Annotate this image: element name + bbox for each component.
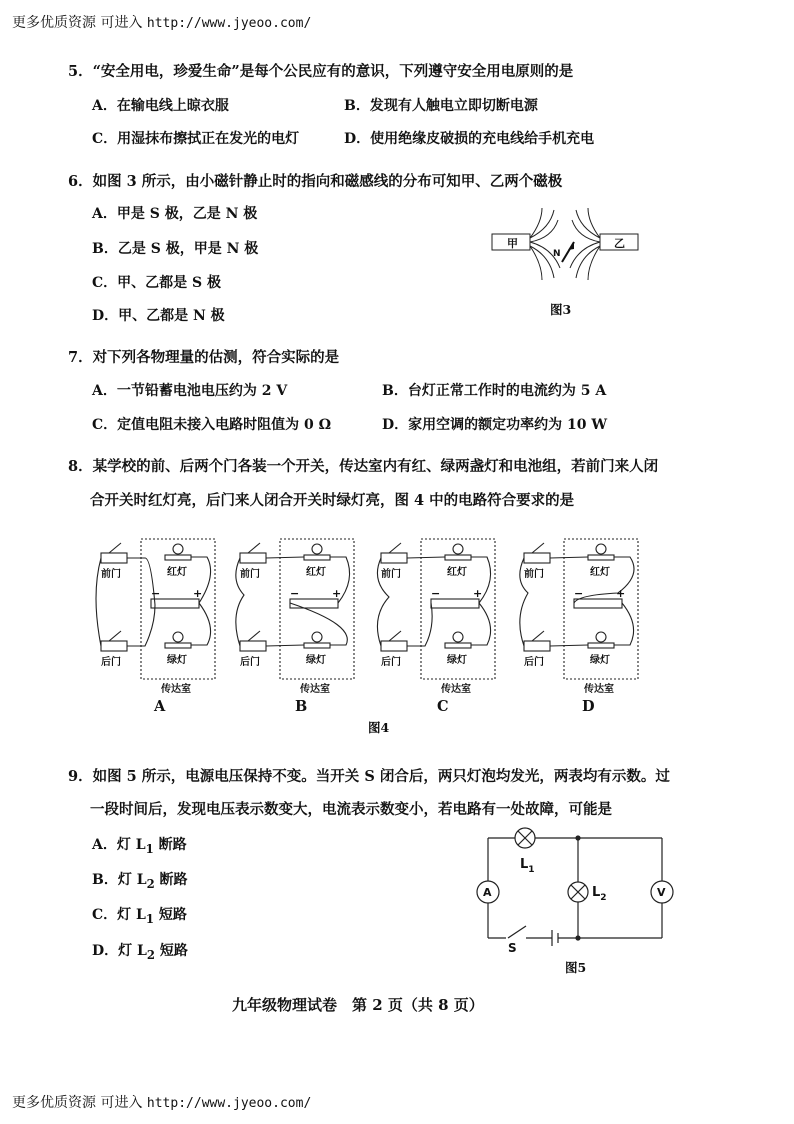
question-8-stem-line-2: 合开关时红灯亮，后门来人闭合开关时绿灯亮，图 4 中的电路符合要求的是	[90, 492, 575, 509]
figure-3-magnets	[490, 208, 640, 280]
question-7-option-b: B．台灯正常工作时的电流约为 5 A	[382, 383, 607, 399]
green-lamp-label: 绿灯	[306, 655, 326, 666]
figure-4-panel-b	[234, 535, 364, 695]
green-lamp-label: 绿灯	[447, 655, 467, 666]
figure-4-label-d: D	[582, 698, 595, 715]
battery-plus: +	[332, 587, 342, 600]
question-7-option-a: A．一节铅蓄电池电压约为 2 V	[92, 383, 288, 399]
question-5-option-b: B．发现有人触电立即切断电源	[344, 98, 538, 114]
battery-minus: −	[290, 587, 300, 600]
battery-minus: −	[431, 587, 441, 600]
battery-plus: +	[193, 587, 203, 600]
lamp-2-label: $L_2$	[592, 885, 607, 903]
figure-4-caption: 图4	[368, 720, 390, 735]
back-door-label: 后门	[524, 657, 544, 668]
site-banner-bottom	[12, 1092, 311, 1112]
ammeter-icon: A	[483, 886, 492, 899]
question-7-option-d: D．家用空调的额定功率约为 10 W	[382, 417, 608, 433]
figure-4-panel-d	[518, 535, 648, 695]
question-6-option-d: D．甲、乙都是 N 极	[92, 308, 225, 324]
battery-minus: −	[574, 587, 584, 600]
voltmeter-icon: V	[657, 886, 666, 899]
question-8-stem-line-1: 8．某学校的前、后两个门各装一个开关，传达室内有红、绿两盏灯和电池组，若前门来人闭	[68, 458, 659, 475]
site-banner-link[interactable]: http://www.jyeoo.com/	[146, 16, 312, 31]
figure-4-panel-c	[375, 535, 505, 695]
question-5-option-a: A．在输电线上晾衣服	[92, 98, 229, 114]
front-door-label: 前门	[381, 569, 401, 580]
question-9-option-d: D．灯 $L_2$ 短路	[92, 943, 188, 962]
room-label: 传达室	[161, 684, 191, 695]
battery-plus: +	[616, 587, 626, 600]
lamp-1-label: $L_1$	[520, 857, 535, 875]
question-9-stem-line-1: 9．如图 5 所示，电源电压保持不变。当开关 S 闭合后，两只灯泡均发光，两表均有示数。过	[68, 768, 670, 785]
red-lamp-label: 红灯	[167, 567, 187, 578]
site-banner-top	[12, 12, 311, 32]
switch-label: S	[508, 941, 517, 955]
figure-4-label-a: A	[154, 698, 166, 715]
room-label: 传达室	[584, 684, 614, 695]
figure-3-left-label: 甲	[507, 237, 518, 250]
back-door-label: 后门	[240, 657, 260, 668]
question-9-option-a: A．灯 $L_1$ 断路	[92, 837, 187, 856]
question-5-option-d: D．使用绝缘皮破损的充电线给手机充电	[344, 131, 595, 147]
green-lamp-label: 绿灯	[167, 655, 187, 666]
site-banner-text: 更多优质资源 可进入	[12, 15, 143, 31]
figure-3-needle-label: N	[553, 249, 561, 259]
question-9-stem-line-2: 一段时间后，发现电压表示数变大，电流表示数变小，若电路有一处故障，可能是	[90, 801, 612, 818]
figure-3-caption: 图3	[550, 302, 572, 317]
figure-5-caption: 图5	[565, 960, 587, 975]
page-footer: 九年级物理试卷 第 2 页（共 8 页）	[232, 996, 484, 1014]
question-7-option-c: C．定值电阻未接入电路时阻值为 0 Ω	[92, 417, 332, 433]
question-7-stem: 7．对下列各物理量的估测，符合实际的是	[68, 349, 340, 366]
question-6-option-c: C．甲、乙都是 S 极	[92, 275, 222, 291]
red-lamp-label: 红灯	[447, 567, 467, 578]
front-door-label: 前门	[240, 569, 260, 580]
question-9-option-b: B．灯 $L_2$ 断路	[92, 872, 188, 891]
back-door-label: 后门	[101, 657, 121, 668]
site-banner-text: 更多优质资源 可进入	[12, 1095, 143, 1111]
battery-minus: −	[151, 587, 161, 600]
green-lamp-label: 绿灯	[590, 655, 610, 666]
figure-4-panel-a	[95, 535, 225, 695]
front-door-label: 前门	[101, 569, 121, 580]
site-banner-link[interactable]: http://www.jyeoo.com/	[146, 1096, 312, 1111]
question-5-stem: 5．“安全用电，珍爱生命”是每个公民应有的意识，下列遵守安全用电原则的是	[68, 63, 574, 80]
battery-plus: +	[473, 587, 483, 600]
question-6-option-b: B．乙是 S 极，甲是 N 极	[92, 241, 259, 257]
question-6-option-a: A．甲是 S 极，乙是 N 极	[92, 206, 258, 222]
question-5-option-c: C．用湿抹布擦拭正在发光的电灯	[92, 131, 300, 147]
question-9-option-c: C．灯 $L_1$ 短路	[92, 907, 187, 926]
figure-3-right-label: 乙	[614, 237, 625, 250]
red-lamp-label: 红灯	[590, 567, 610, 578]
figure-5-circuit	[470, 826, 680, 955]
question-6-stem: 6．如图 3 所示，由小磁针静止时的指向和磁感线的分布可知甲、乙两个磁极	[68, 173, 563, 190]
room-label: 传达室	[300, 684, 330, 695]
red-lamp-label: 红灯	[306, 567, 326, 578]
figure-4-label-b: B	[295, 698, 308, 715]
front-door-label: 前门	[524, 569, 544, 580]
room-label: 传达室	[441, 684, 471, 695]
figure-4-label-c: C	[437, 698, 449, 715]
back-door-label: 后门	[381, 657, 401, 668]
